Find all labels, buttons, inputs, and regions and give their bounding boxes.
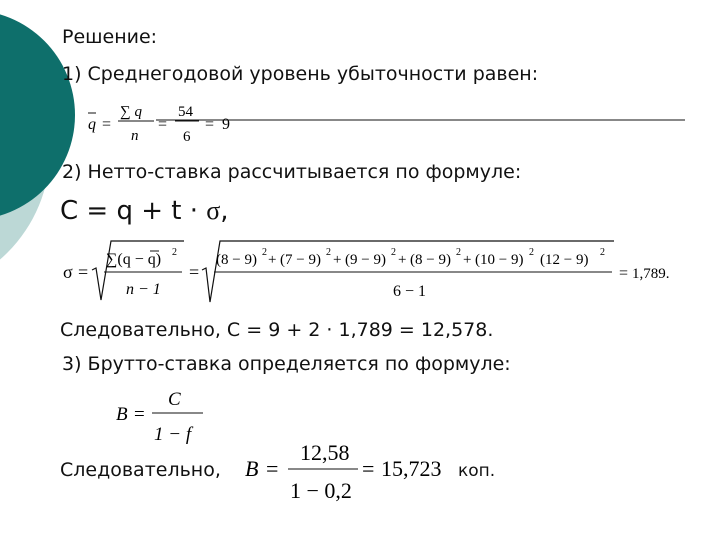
step-2-text: 2) Нетто-ставка рассчитывается по формуле:	[62, 161, 522, 183]
net-rate-formula-main: C = q + t ·	[60, 196, 207, 226]
sigma-den-left: n − 1	[126, 281, 161, 298]
sigma-eq-2: =	[189, 262, 200, 282]
sigma-eq-3: =	[619, 265, 629, 282]
heading-solution: Решение:	[62, 26, 158, 48]
term-6: (12 − 9)	[540, 252, 589, 268]
term-5-sq: 2	[529, 247, 534, 258]
unit-kop: коп.	[458, 461, 496, 481]
brutto-den: 1 − f	[154, 424, 192, 445]
brutto-value-num: 12,58	[300, 440, 350, 465]
mean-sum-numerator: ∑ q	[120, 104, 142, 120]
sigma-result: 1,789.	[632, 266, 670, 282]
step-3-text: 3) Брутто-ставка определяется по формуле:	[62, 353, 511, 375]
plus-3: +	[398, 252, 407, 268]
mean-denominator-n: n	[131, 128, 139, 144]
plus-1: +	[268, 252, 277, 268]
term-4: (8 − 9)	[410, 252, 451, 268]
term-3: (9 − 9)	[345, 252, 386, 268]
brutto-value-eq-1: =	[266, 456, 279, 481]
mean-num-54: 54	[178, 104, 193, 120]
term-1: (8 − 9)	[216, 252, 257, 268]
sigma-sum-numerator: ∑(q − q)	[106, 251, 162, 268]
brutto-lhs-b: B	[116, 404, 128, 425]
sigma-eq-1: =	[78, 262, 89, 282]
sigma-sq-1: 2	[172, 247, 177, 258]
brutto-value-eq-2: =	[362, 456, 375, 481]
brutto-value-result: 15,723	[381, 456, 442, 481]
mean-eq-2: =	[158, 116, 168, 133]
net-rate-formula-comma: ,	[220, 196, 229, 226]
term-2: (7 − 9)	[280, 252, 321, 268]
mean-den-6: 6	[183, 129, 191, 145]
mean-lhs-q: q	[88, 116, 96, 133]
step-1-text: 1) Среднегодовой уровень убыточности равен:	[62, 63, 539, 85]
mean-eq-3: =	[205, 116, 215, 133]
consequently-c-text: Следовательно, С = 9 + 2 · 1,789 = 12,578.	[60, 319, 494, 341]
radical-sign-2	[202, 241, 614, 302]
term-2-sq: 2	[326, 247, 331, 258]
brutto-num-c: C	[168, 389, 181, 410]
mean-eq-1: =	[102, 116, 112, 133]
term-3-sq: 2	[391, 247, 396, 258]
brutto-value-den: 1 − 0,2	[290, 478, 352, 503]
sigma-num-right	[216, 247, 605, 268]
sigma-symbol: σ	[63, 262, 73, 282]
mean-result-9: 9	[222, 116, 230, 133]
consequently-b-text: Следовательно,	[60, 459, 221, 481]
term-1-sq: 2	[262, 247, 267, 258]
net-rate-formula	[60, 196, 229, 226]
brutto-value-lhs-b: B	[245, 456, 259, 481]
term-6-sq: 2	[600, 247, 605, 258]
plus-2: +	[333, 252, 342, 268]
sigma-den-right: 6 − 1	[393, 283, 427, 300]
net-rate-formula-sigma: σ	[206, 196, 221, 225]
plus-4: +	[463, 252, 472, 268]
brutto-eq: =	[134, 404, 145, 425]
term-5: (10 − 9)	[475, 252, 524, 268]
term-4-sq: 2	[456, 247, 461, 258]
